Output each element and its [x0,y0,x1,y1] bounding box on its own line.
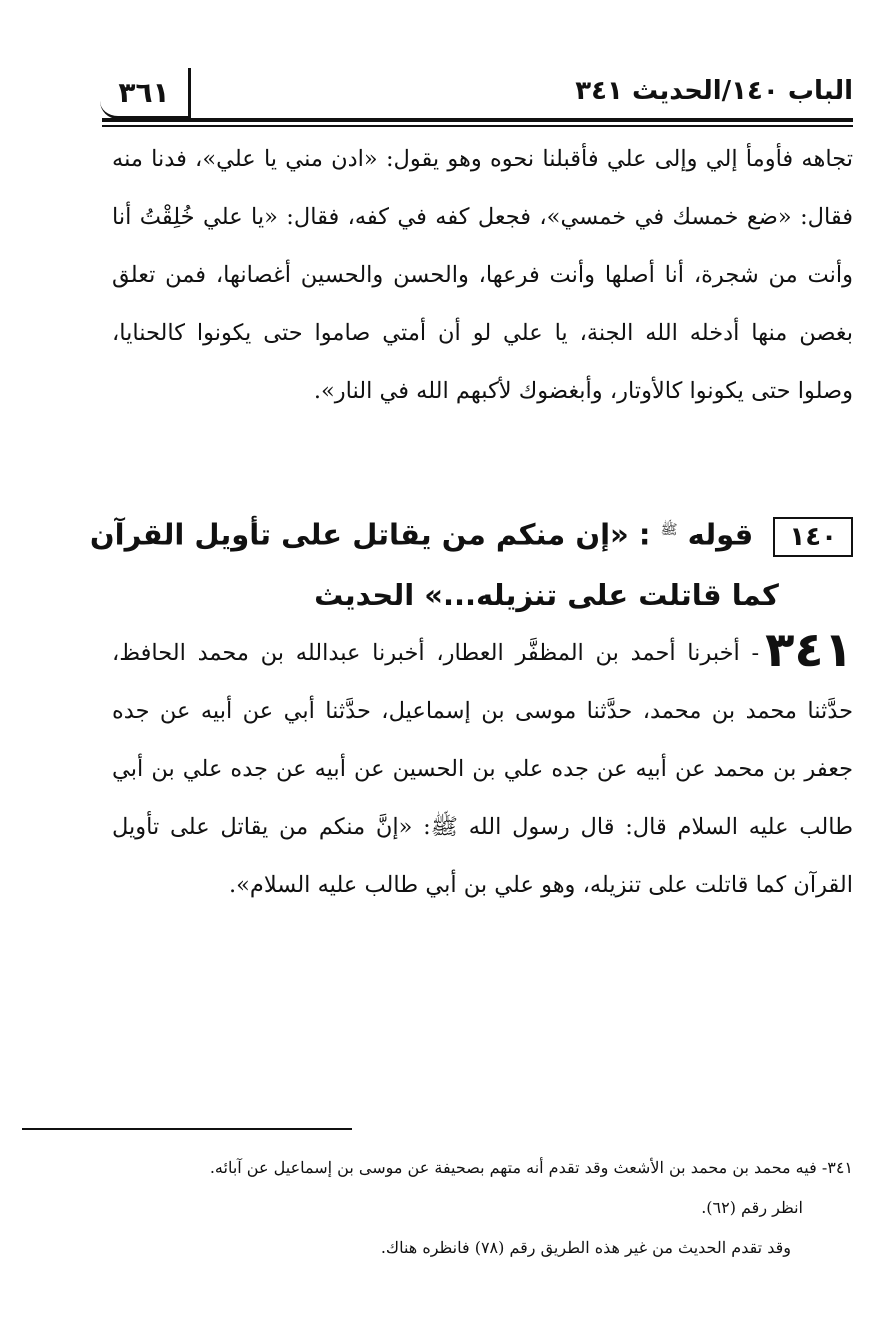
footnote-line-3: وقد تقدم الحديث من غير هذه الطريق رقم (٧٨) فانظره هناك. [380,1238,791,1257]
section-quote-start: : «إن منكم من يقاتل على تأويل القرآن [89,517,651,552]
section-label: قوله [687,517,754,552]
chapter-hadith-heading: الباب ١٤٠/الحديث ٣٤١ [575,76,853,106]
footnote-line-1: ٣٤١- فيه محمد بن محمد بن الأشعث وقد تقدم أنه متهم بصحيفة عن موسى بن إسماعيل عن آبائه. [209,1158,853,1177]
body-paragraph-continued: تجاهه فأومأ إلي وإلى علي فأقبلنا نحوه وهو يقول: «ادن مني يا علي»، فدنا منه فقال: «ضع خمسك في خمسي»، فجعل كفه في كفه، فقال: «يا علي خُلِقْتُ أنا وأنت من شجرة، أنا أصلها وأنت فرعها، والحسن والحسين أغصانها، فمن تعلق بغصن منها أدخله الله الجنة، يا علي لو أن أمتي صاموا حتى يكونوا كالحنايا، وصلوا حتى يكونوا كالأوتار، وأبغضوك لأكبهم الله في النار». [112,146,853,404]
section-heading [89,500,853,625]
section-heading-line-1 [89,500,853,565]
footnotes [22,1148,853,1268]
page-number: ٣٦١ [118,76,170,109]
honorific-glyph: ﷺ [660,522,678,538]
running-head [100,68,853,118]
section-heading-line-2: كما قاتلت على تنزيله...» الحديث [314,577,779,612]
header-rule-thin [102,125,853,127]
footnote-line-2: انظر رقم (٦٢). [701,1198,803,1217]
hadith-text: - أخبرنا أحمد بن المظفَّر العطار، أخبرنا عبدالله بن محمد الحافظ، حدَّثنا محمد بن محمد، حدَّثنا موسى بن إسماعيل، حدَّثنا أبي عن أبيه عن جده جعفر بن محمد عن أبيه عن جده علي بن الحسين عن أبيه عن جده علي بن أبي طالب عليه السلام قال: قال رسول الله ﷺ: «إنَّ منكم من يقاتل على تأويل القرآن كما قاتلت على تنزيله، وهو علي بن أبي طالب عليه السلام». [112,640,853,898]
footnote-separator [22,1128,352,1130]
hadith-number: ٣٤١ [765,622,853,678]
header-rule-thick [102,118,853,122]
page-number-frame [100,68,191,119]
hadith-paragraph [112,621,853,914]
section-number-box: ١٤٠ [773,517,853,557]
